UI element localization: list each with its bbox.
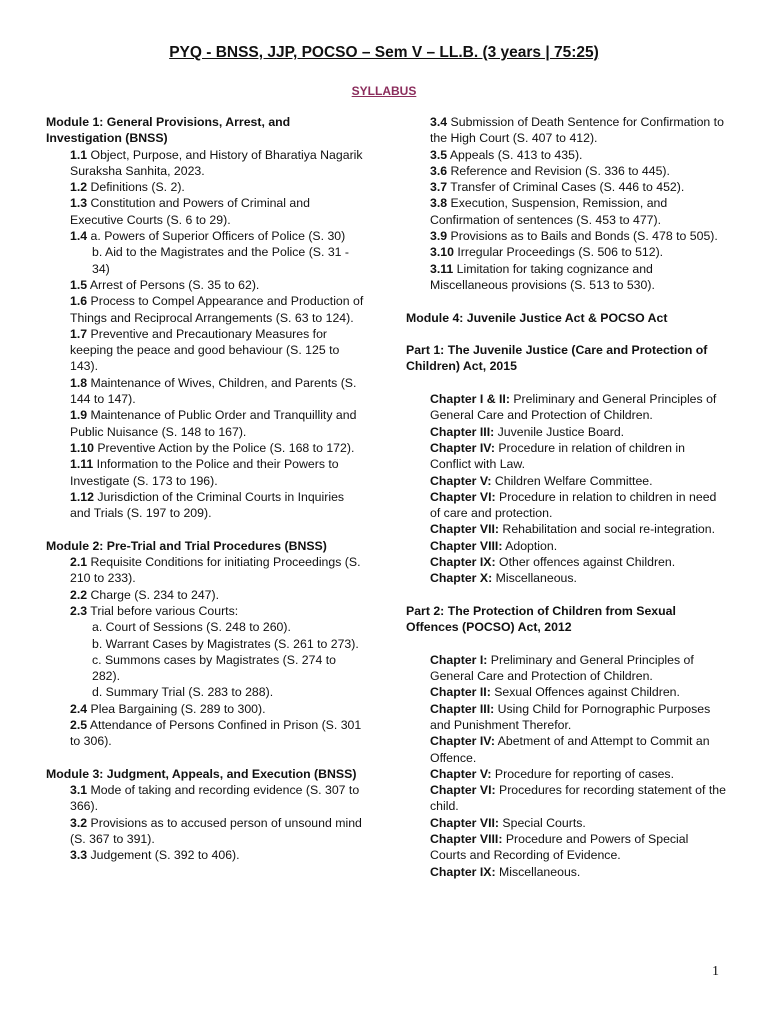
list-item: 1.8 Maintenance of Wives, Children, and Parents (S. 144 to 147). bbox=[70, 375, 357, 407]
syllabus-heading: SYLLABUS bbox=[351, 84, 417, 98]
module-2-heading: Module 2: Pre-Trial and Trial Procedures (BNSS) bbox=[46, 538, 327, 553]
list-item: 2.2 Charge (S. 234 to 247). bbox=[70, 587, 220, 602]
list-item: 3.1 Mode of taking and recording evidence (S. 307 to 366). bbox=[70, 783, 360, 814]
list-item: 2.3 Trial before various Courts: bbox=[70, 603, 239, 618]
list-item: Chapter X: Miscellaneous. bbox=[430, 571, 577, 586]
list-item: 3.4 Submission of Death Sentence for Confirmation to the High Court (S. 407 to 412). bbox=[430, 115, 724, 146]
list-item: b. Warrant Cases by Magistrates (S. 261 to 273). bbox=[92, 636, 359, 651]
right-column bbox=[406, 114, 726, 880]
list-item: Chapter I & II: Preliminary and General Principles of General Care and Protection of Children. bbox=[430, 392, 717, 423]
list-item: Chapter V: Procedure for reporting of cases. bbox=[430, 766, 674, 781]
list-item: Chapter I: Preliminary and General Principles of General Care and Protection of Children. bbox=[430, 652, 694, 684]
list-item: Chapter IX: Other offences against Children. bbox=[430, 555, 676, 570]
list-item: Chapter IV: Abetment of and Attempt to Commit an Offence. bbox=[430, 734, 710, 765]
list-item: 1.7 Preventive and Precautionary Measures for keeping the peace and good behaviour (S. 125 to 143). bbox=[70, 326, 340, 374]
list-item: d. Summary Trial (S. 283 to 288). bbox=[92, 685, 274, 700]
list-item: 3.10 Irregular Proceedings (S. 506 to 512). bbox=[430, 245, 664, 260]
left-column bbox=[46, 114, 366, 864]
list-item: b. Aid to the Magistrates and the Police (S. 31 - 34) bbox=[92, 245, 350, 276]
part-2-heading: Part 2: The Protection of Children from Sexual Offences (POCSO) Act, 2012 bbox=[406, 603, 676, 635]
document-title: PYQ - BNSS, JJP, POCSO – Sem V – LL.B. (3 years | 75:25) bbox=[169, 44, 599, 61]
list-item: 3.3 Judgement (S. 392 to 406). bbox=[70, 848, 240, 863]
list-item: 3.7 Transfer of Criminal Cases (S. 446 to 452). bbox=[430, 180, 685, 195]
list-item: Chapter VI: Procedure in relation to children in need of care and protection. bbox=[430, 489, 717, 521]
list-item: 2.1 Requisite Conditions for initiating Proceedings (S. 210 to 233). bbox=[70, 555, 361, 586]
list-item: 1.1 Object, Purpose, and History of Bharatiya Nagarik Suraksha Sanhita, 2023. bbox=[70, 147, 363, 178]
list-item: 1.6 Process to Compel Appearance and Production of Things and Reciprocal Arrangements (S. 63 to 124). bbox=[70, 294, 364, 325]
list-item: 1.9 Maintenance of Public Order and Tranquillity and Public Nuisance (S. 148 to 167). bbox=[70, 408, 357, 439]
list-item: Chapter VII: Rehabilitation and social re-integration. bbox=[430, 522, 716, 537]
list-item: 1.11 Information to the Police and their Powers to Investigate (S. 173 to 196). bbox=[70, 457, 339, 488]
list-item: a. Court of Sessions (S. 248 to 260). bbox=[92, 620, 291, 635]
list-item: 3.11 Limitation for taking cognizance and Miscellaneous provisions (S. 513 to 530). bbox=[430, 261, 655, 292]
list-item: 1.2 Definitions (S. 2). bbox=[70, 180, 185, 195]
list-item: 3.2 Provisions as to accused person of unsound mind (S. 367 to 391). bbox=[70, 815, 362, 847]
page-number: 1 bbox=[712, 964, 719, 979]
list-item: Chapter VIII: Adoption. bbox=[430, 538, 558, 553]
list-item: 3.9 Provisions as to Bails and Bonds (S. 478 to 505). bbox=[430, 229, 718, 244]
list-item: Chapter V: Children Welfare Committee. bbox=[430, 473, 653, 488]
part-1-heading: Part 1: The Juvenile Justice (Care and Protection of Children) Act, 2015 bbox=[406, 343, 708, 374]
list-item: 1.3 Constitution and Powers of Criminal and Executive Courts (S. 6 to 29). bbox=[70, 196, 310, 227]
list-item: 2.4 Plea Bargaining (S. 289 to 300). bbox=[70, 701, 266, 716]
list-item: Chapter IX: Miscellaneous. bbox=[430, 864, 581, 879]
list-item: 2.5 Attendance of Persons Confined in Prison (S. 301 to 306). bbox=[70, 717, 362, 749]
module-4-heading: Module 4: Juvenile Justice Act & POCSO Act bbox=[406, 310, 668, 325]
module-1-heading: Module 1: General Provisions, Arrest, and Investigation (BNSS) bbox=[46, 115, 291, 146]
list-item: Chapter IV: Procedure in relation of children in Conflict with Law. bbox=[430, 440, 685, 472]
list-item: 1.4 a. Powers of Superior Officers of Police (S. 30) bbox=[70, 229, 346, 244]
list-item: 3.8 Execution, Suspension, Remission, and Confirmation of sentences (S. 453 to 477). bbox=[430, 196, 668, 227]
list-item: 1.12 Jurisdiction of the Criminal Courts in Inquiries and Trials (S. 197 to 209). bbox=[70, 489, 345, 521]
list-item: 3.5 Appeals (S. 413 to 435). bbox=[430, 147, 583, 162]
list-item: Chapter VIII: Procedure and Powers of Special Courts and Recording of Evidence. bbox=[430, 832, 689, 863]
list-item: 1.10 Preventive Action by the Police (S. 168 to 172). bbox=[70, 440, 355, 455]
list-item: c. Summons cases by Magistrates (S. 274 to 282). bbox=[92, 652, 336, 684]
list-item: 1.5 Arrest of Persons (S. 35 to 62). bbox=[70, 277, 260, 292]
module-3-heading: Module 3: Judgment, Appeals, and Execution (BNSS) bbox=[46, 766, 357, 781]
list-item: Chapter VII: Special Courts. bbox=[430, 815, 586, 830]
list-item: Chapter III: Juvenile Justice Board. bbox=[430, 424, 625, 439]
list-item: Chapter II: Sexual Offences against Children. bbox=[430, 685, 680, 700]
list-item: Chapter III: Using Child for Pornographic Purposes and Punishment Therefor. bbox=[430, 701, 711, 732]
list-item: 3.6 Reference and Revision (S. 336 to 445). bbox=[430, 163, 670, 178]
list-item: Chapter VI: Procedures for recording statement of the child. bbox=[430, 783, 726, 814]
